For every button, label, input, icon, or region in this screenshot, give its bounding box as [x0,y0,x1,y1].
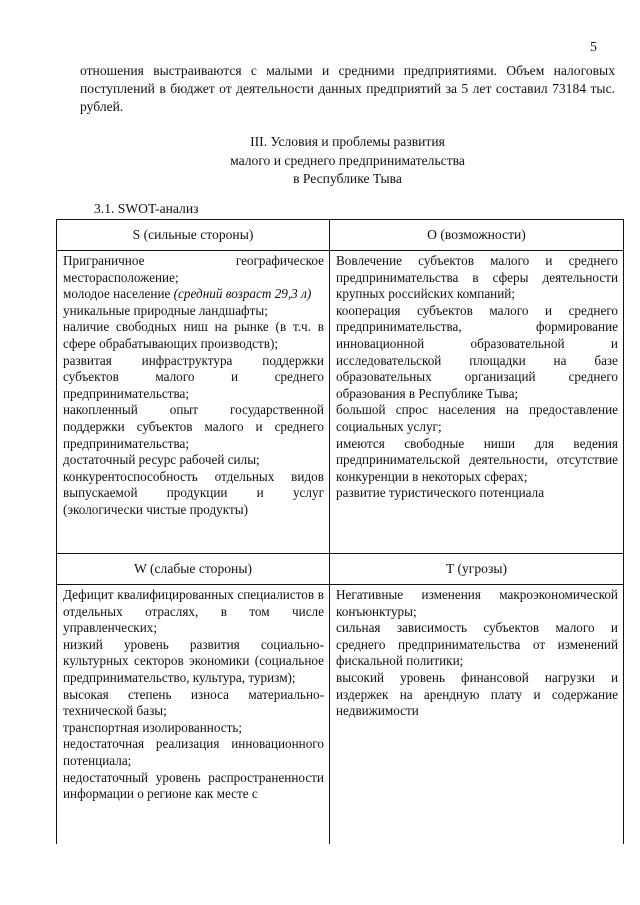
section-heading-line-3: в Республике Тыва [293,171,402,186]
strength-item: накопленный опыт государственной поддержки субъектов малого и среднего предпринимательства; [63,402,324,451]
strength-item: развитая инфраструктура поддержки субъектов малого и среднего предпринимательства; [63,352,324,401]
opportunity-item: имеются свободные ниши для ведения предпринимательской деятельности, отсутствие конкуренции в некоторых сферах; [336,435,618,484]
weakness-item: Дефицит квалифицированных специалистов в отдельных отраслях, в том числе управленческих; [63,587,324,636]
weakness-item: высокая степень износа материально-технической базы; [63,686,324,719]
opportunity-item: большой спрос населения на предоставление социальных услуг; [336,402,618,434]
opportunity-item: кооперация субъектов малого и среднего предпринимательства, формирование инновационной образовательной и исследовательской площадки на базе образовательных организаций среднего образования в Республике Тыва; [336,302,618,401]
swot-header-row-2 [57,554,624,585]
subsection-title: 3.1. SWOT-анализ [94,201,199,216]
strength-item: наличие свободных ниш на рынке (в т.ч. в сфере обрабатывающих производств); [63,319,324,351]
intro-paragraph: отношения выстраиваются с малыми и средними предприятиями. Объем налоговых поступлений в бюджет от деятельности данных предприятий за 5 лет составил 73184 тыс. рублей. [80,63,615,114]
swot-table [56,219,624,844]
weakness-item: низкий уровень развития социально-культурных секторов экономики (социальное предпринимательство, культура, туризм); [63,636,324,685]
weakness-item: транспортная изолированность; [63,719,243,735]
strengths-cell [57,251,330,554]
opportunity-item: развитие туристического потенциала [336,485,545,501]
swot-content-row-1 [57,251,624,554]
threat-item: сильная зависимость субъектов малого и среднего предпринимательства от изменений фискальной политики; [336,620,618,669]
strength-item-note: (средний возраст 29,3 л) [173,286,312,302]
opportunities-header: O (возможности) [330,220,624,251]
opportunity-item: Вовлечение субъектов малого и среднего предпринимательства в сферы деятельности крупных российских компаний; [336,253,618,302]
strength-item: достаточный ресурс рабочей силы; [63,452,260,468]
threat-item: Негативные изменения макроэкономической конъюнктуры; [336,587,618,619]
threat-item: высокий уровень финансовой нагрузки и издержек на арендную плату и содержание недвижимости [336,669,618,719]
threats-cell [330,585,624,845]
strength-item: Приграничное географическое месторасположение; [63,253,324,285]
swot-header-row-1 [57,220,624,251]
page-number: 5 [590,40,597,55]
section-heading-line-1: III. Условия и проблемы развития [250,134,445,149]
weakness-item: недостаточный уровень распространенности информации о регионе как месте с [63,769,324,802]
threats-header: T (угрозы) [330,554,624,585]
opportunities-cell [330,251,624,554]
strength-item: уникальные природные ландшафты; [63,302,268,318]
strength-item: конкурентоспособность отдельных видов выпускаемой продукции и услуг (экологически чистые продукты) [63,468,324,517]
strengths-header: S (сильные стороны) [57,220,330,251]
section-heading-line-2: малого и среднего предпринимательства [230,152,465,168]
strength-item [63,286,324,303]
weaknesses-header: W (слабые стороны) [57,554,330,585]
swot-content-row-2 [57,585,624,845]
strength-item-text: молодое население [63,286,171,302]
weakness-item: недостаточная реализация инновационного потенциала; [63,736,324,768]
section-heading [80,133,615,189]
weaknesses-cell [57,585,330,845]
